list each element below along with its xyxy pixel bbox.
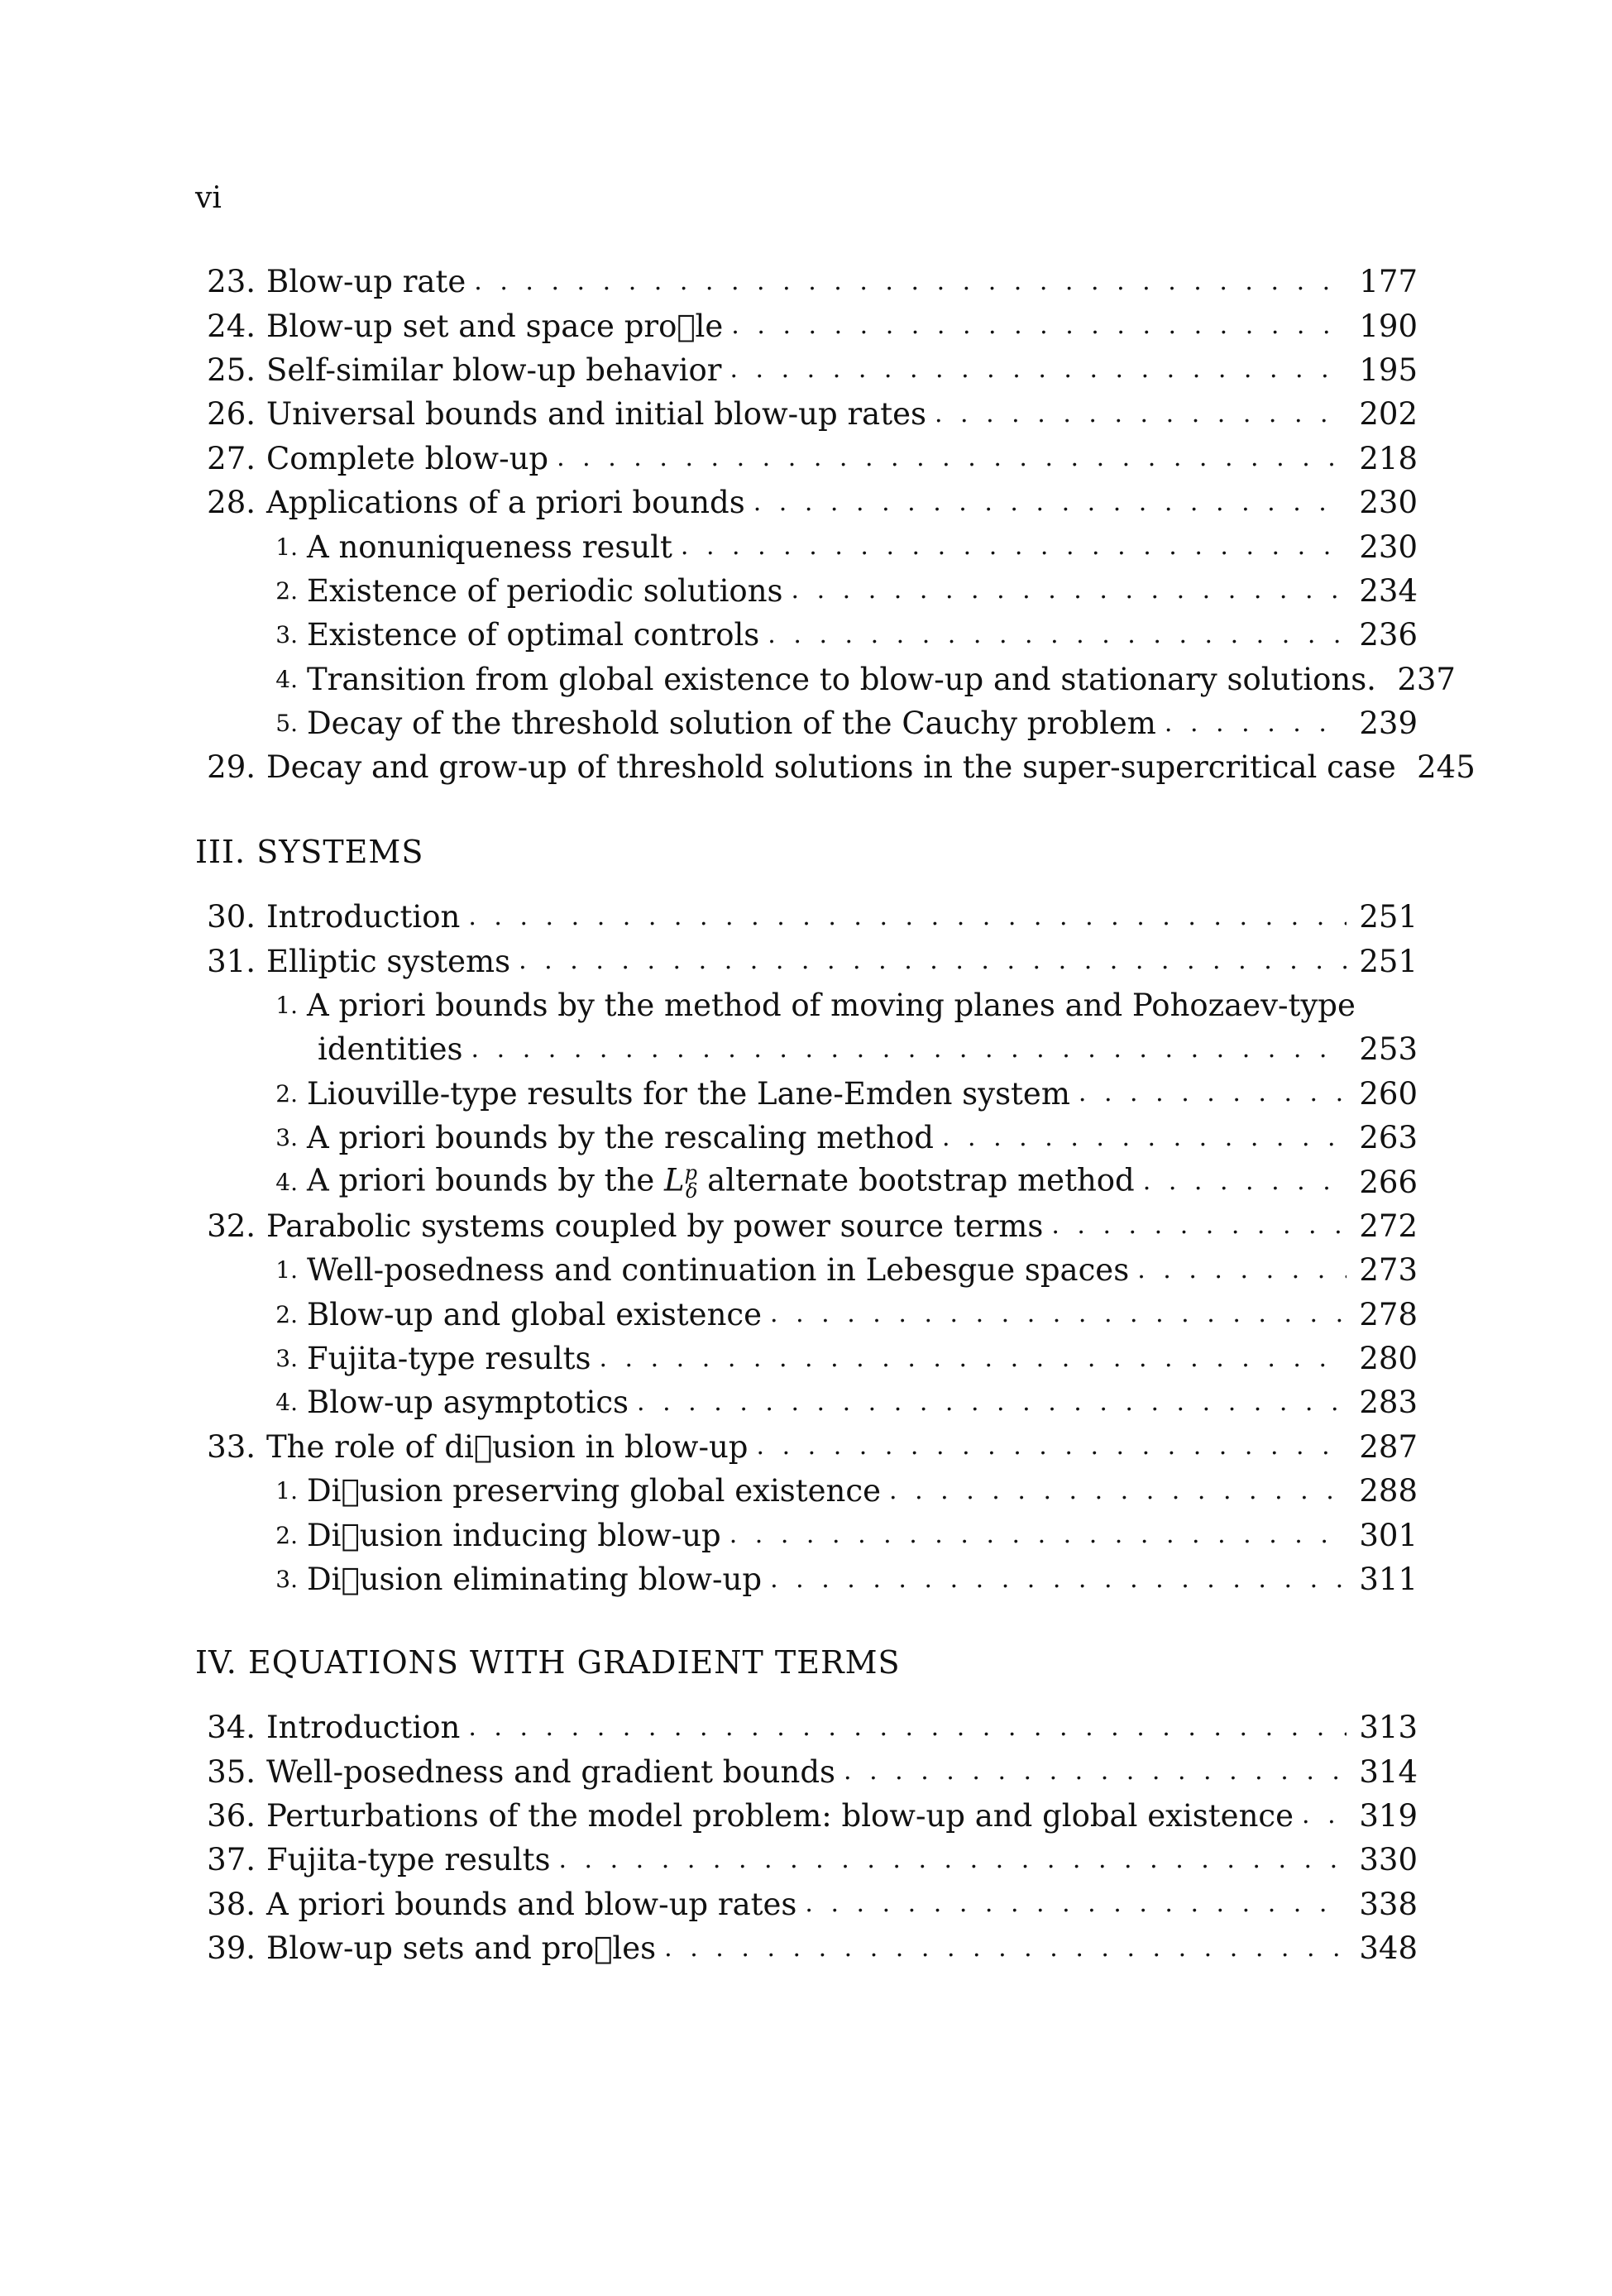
page-number: 236 xyxy=(1359,617,1418,653)
toc-subentry[interactable] xyxy=(195,613,1418,657)
dot-leader xyxy=(729,1523,1347,1547)
entry-number: 29. xyxy=(207,749,256,786)
entry-title: A priori bounds by the rescaling method xyxy=(307,1120,934,1156)
toc-entry[interactable] xyxy=(195,745,1476,789)
toc-entry[interactable] xyxy=(195,1926,1418,1970)
dot-leader xyxy=(1165,711,1347,736)
entry-title: A nonuniqueness result xyxy=(307,529,672,565)
entry-number: 24. xyxy=(207,308,256,344)
toc-entry[interactable] xyxy=(195,1794,1418,1838)
toc-subentry[interactable] xyxy=(195,983,1418,1027)
dot-leader xyxy=(1143,1170,1347,1194)
dot-leader xyxy=(474,270,1347,294)
page-number: 263 xyxy=(1359,1120,1418,1156)
dot-leader xyxy=(519,949,1347,973)
entry-title: Universal bounds and initial blow-up rates xyxy=(266,396,926,433)
toc-entry[interactable] xyxy=(195,939,1418,983)
entry-title: Decay of the threshold solution of the Cauchy problem xyxy=(307,706,1156,742)
entry-number: 34. xyxy=(207,1710,256,1746)
entry-title: Blow-up and global existence xyxy=(307,1296,763,1332)
toc-subentry[interactable] xyxy=(195,1160,1418,1203)
dot-leader xyxy=(792,578,1347,603)
page-number: 314 xyxy=(1359,1753,1418,1790)
toc-entry[interactable] xyxy=(195,437,1418,481)
page-number: 280 xyxy=(1359,1341,1418,1377)
dot-leader xyxy=(729,357,1347,382)
entry-number: 36. xyxy=(207,1797,256,1834)
dot-leader xyxy=(1137,1258,1347,1283)
dot-leader xyxy=(768,623,1347,648)
entry-number: 27. xyxy=(207,440,256,476)
dot-leader xyxy=(935,402,1347,427)
dot-leader xyxy=(889,1479,1347,1504)
dot-leader xyxy=(1302,1803,1347,1828)
toc-section-continued xyxy=(195,260,1476,790)
entry-title: Liouville-type results for the Lane-Emden system xyxy=(307,1075,1070,1112)
toc-entry[interactable] xyxy=(195,895,1418,939)
dot-leader xyxy=(471,1037,1347,1062)
entry-number: 1. xyxy=(275,991,298,1019)
dot-leader xyxy=(599,1347,1347,1371)
entry-title: Di usion inducing blow-up xyxy=(307,1517,721,1553)
entry-title: identities xyxy=(318,1031,463,1068)
entry-number: 3. xyxy=(275,1345,298,1373)
entry-number: 35. xyxy=(207,1753,256,1790)
entry-number: 2. xyxy=(275,1300,298,1328)
entry-number: 3. xyxy=(275,1124,298,1152)
dot-leader xyxy=(637,1390,1347,1415)
page-number: 278 xyxy=(1359,1296,1418,1332)
page-number: 266 xyxy=(1359,1164,1418,1200)
toc-subentry[interactable] xyxy=(195,1380,1418,1424)
running-head: vi xyxy=(195,181,222,215)
math-symbol: L xyxy=(664,1162,685,1198)
entry-number: 3. xyxy=(275,621,298,649)
page-number: 283 xyxy=(1359,1385,1418,1421)
entry-number: 37. xyxy=(207,1842,256,1878)
page-number: 273 xyxy=(1359,1252,1418,1289)
dot-leader xyxy=(681,534,1347,559)
toc-part-systems xyxy=(195,895,1418,1601)
dot-leader xyxy=(468,905,1347,930)
page-number: 260 xyxy=(1359,1075,1418,1112)
entry-title: Blow-up set and space pro le xyxy=(266,308,724,344)
toc-part-gradient-terms xyxy=(195,1705,1418,1970)
entry-title: Elliptic systems xyxy=(266,943,511,979)
entry-number: 38. xyxy=(207,1886,256,1922)
toc-entry[interactable] xyxy=(195,1749,1418,1793)
entry-number: 3. xyxy=(275,1566,298,1594)
entry-title: Di usion preserving global existence xyxy=(307,1473,882,1509)
dot-leader xyxy=(942,1126,1347,1150)
dot-leader xyxy=(757,1434,1347,1459)
entry-title: Fujita-type results xyxy=(307,1341,591,1377)
entry-number: 2. xyxy=(275,576,298,605)
dot-leader xyxy=(1051,1213,1347,1238)
toc-subentry[interactable] xyxy=(195,524,1418,568)
entry-title: Applications of a priori bounds xyxy=(266,485,745,521)
dot-leader xyxy=(731,313,1347,338)
math-subscript: δ xyxy=(685,1179,698,1203)
entry-title-pre: A priori bounds by the xyxy=(307,1162,665,1198)
toc-entry[interactable] xyxy=(195,304,1418,347)
page-number: 311 xyxy=(1359,1562,1418,1598)
dot-leader xyxy=(468,1715,1347,1740)
page-number: 253 xyxy=(1359,1031,1418,1068)
entry-title: Fujita-type results xyxy=(266,1842,551,1878)
entry-title: Decay and grow-up of threshold solutions in the super-supercritical case xyxy=(266,749,1396,786)
dot-leader xyxy=(558,1848,1347,1873)
page-number: 202 xyxy=(1359,396,1418,433)
page-number: 230 xyxy=(1359,529,1418,565)
part-title-systems: III. SYSTEMS xyxy=(195,834,424,870)
entry-title: Existence of optimal controls xyxy=(307,617,760,653)
entry-title: Self-similar blow-up behavior xyxy=(266,352,722,388)
page-number: 287 xyxy=(1359,1428,1418,1465)
page-number: 313 xyxy=(1359,1710,1418,1746)
entry-number: 4. xyxy=(275,1389,298,1417)
toc-entry[interactable] xyxy=(195,348,1418,392)
toc-subentry[interactable] xyxy=(195,658,1456,701)
page-number: 348 xyxy=(1359,1930,1418,1967)
dot-leader xyxy=(1079,1081,1347,1106)
toc-subentry[interactable] xyxy=(195,1557,1418,1601)
entry-number: 31. xyxy=(207,943,256,979)
entry-title: Di usion eliminating blow-up xyxy=(307,1562,763,1598)
math-superscript: p xyxy=(684,1161,697,1185)
dot-leader xyxy=(805,1892,1347,1916)
dot-leader xyxy=(844,1759,1347,1784)
entry-title-post: alternate bootstrap method xyxy=(697,1162,1135,1198)
page-number: 218 xyxy=(1359,440,1418,476)
toc-entry[interactable] xyxy=(195,392,1418,436)
entry-title: The role of di usion in blow-up xyxy=(266,1428,749,1465)
entry-title: A priori bounds by the method of moving planes and Pohozaev-type xyxy=(307,987,1356,1023)
entry-title: A priori bounds and blow-up rates xyxy=(266,1886,797,1922)
entry-title: Well-posedness and continuation in Lebesgue spaces xyxy=(307,1252,1130,1289)
toc-entry[interactable] xyxy=(195,1838,1418,1882)
toc-subentry[interactable] xyxy=(195,701,1418,745)
page-number: 230 xyxy=(1359,485,1418,521)
entry-number: 30. xyxy=(207,899,256,935)
entry-title: Introduction xyxy=(266,1710,461,1746)
toc-entry[interactable] xyxy=(195,1882,1418,1926)
entry-number: 32. xyxy=(207,1208,256,1244)
page-number: 237 xyxy=(1397,661,1456,697)
entry-number: 1. xyxy=(275,1477,298,1505)
dot-leader xyxy=(557,446,1347,471)
entry-title: Existence of periodic solutions xyxy=(307,572,783,609)
page-number: 319 xyxy=(1359,1797,1418,1834)
entry-number: 23. xyxy=(207,264,256,300)
dot-leader xyxy=(664,1936,1347,1961)
entry-number: 1. xyxy=(275,1256,298,1284)
entry-title: Well-posedness and gradient bounds xyxy=(266,1753,836,1790)
entry-number: 39. xyxy=(207,1930,256,1967)
page-number: 190 xyxy=(1359,308,1418,344)
entry-title: Parabolic systems coupled by power source terms xyxy=(266,1208,1044,1244)
toc-entry[interactable] xyxy=(195,481,1418,524)
page-number: 195 xyxy=(1359,352,1418,388)
page-number: 251 xyxy=(1359,943,1418,979)
entry-number: 2. xyxy=(275,1079,298,1107)
page-number: 251 xyxy=(1359,899,1418,935)
entry-number: 1. xyxy=(275,533,298,561)
toc-subentry[interactable] xyxy=(195,569,1418,613)
entry-number: 5. xyxy=(275,710,298,738)
dot-leader xyxy=(770,1302,1347,1327)
entry-title: Blow-up sets and pro les xyxy=(266,1930,657,1967)
entry-title: Complete blow-up xyxy=(266,440,549,476)
entry-title: Perturbations of the model problem: blow-up and global existence xyxy=(266,1797,1294,1834)
entry-number: 33. xyxy=(207,1428,256,1465)
page-number: 301 xyxy=(1359,1517,1418,1553)
page-number: 177 xyxy=(1359,264,1418,300)
toc-subentry[interactable] xyxy=(195,1248,1418,1292)
entry-title: Transition from global existence to blow-up and stationary solutions. xyxy=(307,661,1376,697)
entry-number: 25. xyxy=(207,352,256,388)
entry-title: Blow-up asymptotics xyxy=(307,1385,629,1421)
page-number: 338 xyxy=(1359,1886,1418,1922)
entry-title: Introduction xyxy=(266,899,461,935)
entry-number: 2. xyxy=(275,1521,298,1549)
entry-number: 28. xyxy=(207,485,256,521)
dot-leader xyxy=(753,490,1347,515)
toc-subentry[interactable] xyxy=(195,1116,1418,1160)
entry-number: 4. xyxy=(275,1168,298,1196)
toc-subentry[interactable] xyxy=(195,1337,1418,1380)
toc-entry[interactable] xyxy=(195,1425,1418,1469)
entry-number: 4. xyxy=(275,665,298,693)
toc-subentry[interactable] xyxy=(195,1469,1418,1513)
page-number: 272 xyxy=(1359,1208,1418,1244)
toc-entry[interactable] xyxy=(195,260,1418,304)
entry-title xyxy=(307,1161,1135,1203)
page-number: 245 xyxy=(1417,749,1476,786)
page-number: 288 xyxy=(1359,1473,1418,1509)
toc-entry[interactable] xyxy=(195,1027,1418,1071)
page-number: 239 xyxy=(1359,706,1418,742)
entry-number: 26. xyxy=(207,396,256,433)
page-number: 330 xyxy=(1359,1842,1418,1878)
toc-subentry[interactable] xyxy=(195,1072,1418,1116)
page-number: 234 xyxy=(1359,572,1418,609)
toc-subentry[interactable] xyxy=(195,1293,1418,1337)
toc-entry[interactable] xyxy=(195,1705,1418,1749)
toc-entry[interactable] xyxy=(195,1204,1418,1248)
part-title-gradient-terms: IV. EQUATIONS WITH GRADIENT TERMS xyxy=(195,1644,901,1681)
dot-leader xyxy=(770,1567,1347,1592)
entry-title: Blow-up rate xyxy=(266,264,466,300)
toc-subentry[interactable] xyxy=(195,1513,1418,1557)
